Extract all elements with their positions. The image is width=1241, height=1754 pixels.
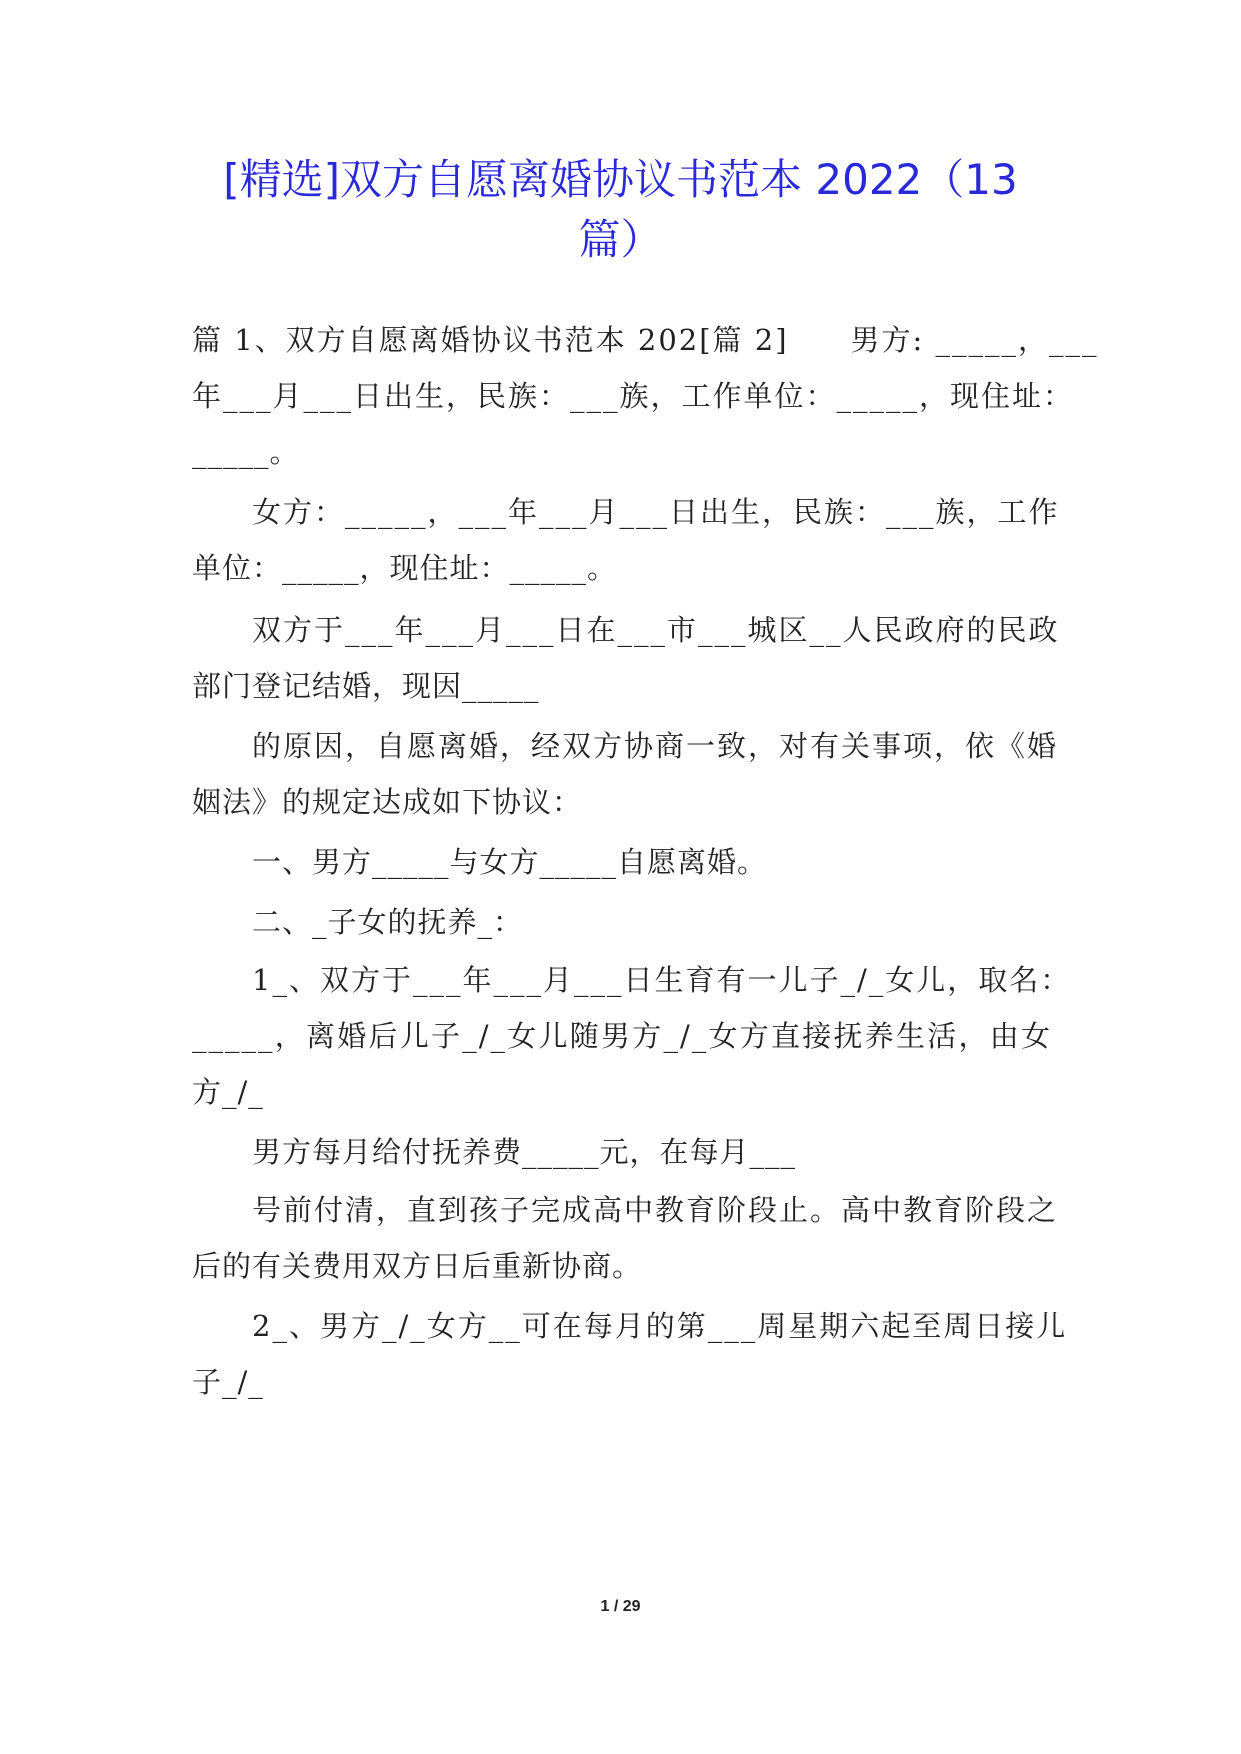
- body-line-18: 2_、男方_/_女方__可在每月的第___周星期六起至周日接儿: [252, 1309, 1068, 1343]
- title-line-1: [精选]双方自愿离婚协议书范本 2022（13: [223, 155, 1018, 204]
- body-line-5: 单位：_____，现住址：_____。: [192, 551, 618, 585]
- body-line-12: 1_、双方于___年___月___日生育有一儿子_/_女儿，取名：: [252, 963, 1072, 997]
- body-line-14: 方_/_: [192, 1075, 264, 1109]
- body-line-8: 的原因，自愿离婚，经双方协商一致，对有关事项，依《婚: [252, 729, 1059, 763]
- body-line-13: _____，离婚后儿子_/_女儿随男方_/_女方直接抚养生活，由女: [192, 1019, 1052, 1053]
- body-line-10: 一、男方_____与女方_____自愿离婚。: [252, 845, 768, 879]
- body-line-17: 后的有关费用双方日后重新协商。: [192, 1249, 643, 1283]
- body-line-19: 子_/_: [192, 1365, 264, 1399]
- body-line-4: 女方：_____，___年___月___日出生，民族：___族，工作: [252, 495, 1060, 529]
- body-line-15: 男方每月给付抚养费_____元，在每月___: [252, 1135, 797, 1169]
- body-line-3: _____。: [192, 435, 300, 469]
- body-line-2: 年___月___日出生，民族：___族，工作单位：_____，现住址：: [192, 379, 1075, 413]
- body-line-11: 二、_子女的抚养_：: [252, 905, 524, 939]
- body-line-16: 号前付清，直到孩子完成高中教育阶段止。高中教育阶段之: [252, 1193, 1059, 1227]
- body-line-6: 双方于___年___月___日在___市___城区__人民政府的民政: [252, 613, 1060, 647]
- document-title: [160, 150, 1081, 270]
- body-line-1: 篇 1、双方自愿离婚协议书范本 202[篇 2] 男方: _____，___: [192, 323, 1099, 357]
- body-line-9: 姻法》的规定达成如下协议：: [192, 785, 583, 819]
- body-line-7: 部门登记结婚，现因_____: [192, 669, 540, 703]
- page-indicator: 1 / 29: [600, 1598, 641, 1615]
- title-line-2: 篇）: [578, 215, 663, 264]
